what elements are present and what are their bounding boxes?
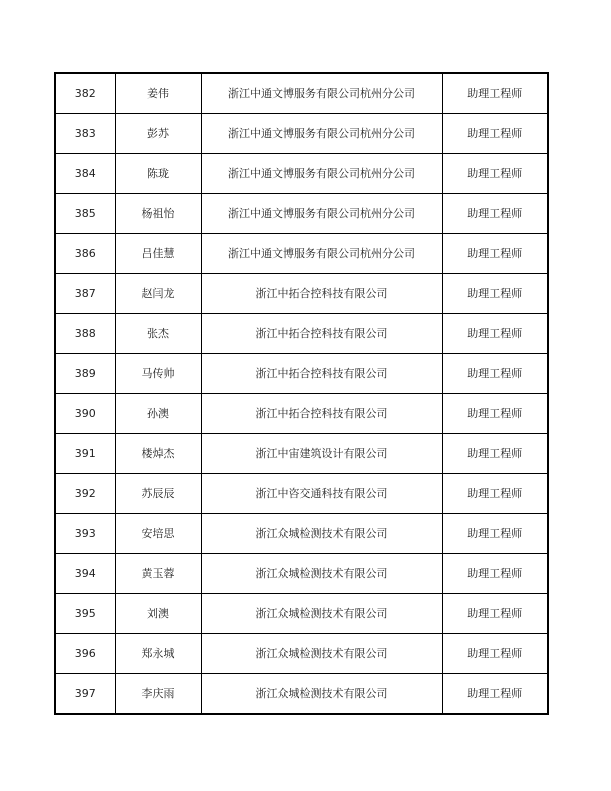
person-name: 吕佳慧 — [115, 234, 201, 274]
professional-title: 助理工程师 — [442, 314, 548, 354]
row-number: 388 — [55, 314, 115, 354]
table-row — [55, 394, 548, 434]
organization-name: 浙江中宙建筑设计有限公司 — [201, 434, 442, 474]
row-number: 384 — [55, 154, 115, 194]
professional-title: 助理工程师 — [442, 594, 548, 634]
table-row — [55, 234, 548, 274]
professional-title: 助理工程师 — [442, 474, 548, 514]
table-row — [55, 474, 548, 514]
organization-name: 浙江中拓合控科技有限公司 — [201, 354, 442, 394]
row-number: 397 — [55, 674, 115, 715]
professional-title: 助理工程师 — [442, 154, 548, 194]
table-row — [55, 314, 548, 354]
row-number: 393 — [55, 514, 115, 554]
person-name: 杨祖怡 — [115, 194, 201, 234]
person-name: 张杰 — [115, 314, 201, 354]
organization-name: 浙江众城检测技术有限公司 — [201, 634, 442, 674]
row-number: 386 — [55, 234, 115, 274]
professional-title: 助理工程师 — [442, 634, 548, 674]
row-number: 385 — [55, 194, 115, 234]
person-name: 安培思 — [115, 514, 201, 554]
organization-name: 浙江中拓合控科技有限公司 — [201, 274, 442, 314]
row-number: 395 — [55, 594, 115, 634]
professional-title: 助理工程师 — [442, 394, 548, 434]
table-row — [55, 354, 548, 394]
organization-name: 浙江中拓合控科技有限公司 — [201, 394, 442, 434]
row-number: 394 — [55, 554, 115, 594]
table-row — [55, 674, 548, 715]
roster-table — [54, 72, 549, 715]
professional-title: 助理工程师 — [442, 434, 548, 474]
organization-name: 浙江众城检测技术有限公司 — [201, 594, 442, 634]
roster-table-body — [55, 73, 548, 714]
person-name: 孙澳 — [115, 394, 201, 434]
professional-title: 助理工程师 — [442, 554, 548, 594]
professional-title: 助理工程师 — [442, 274, 548, 314]
person-name: 刘澳 — [115, 594, 201, 634]
table-row — [55, 73, 548, 114]
organization-name: 浙江众城检测技术有限公司 — [201, 554, 442, 594]
professional-title: 助理工程师 — [442, 354, 548, 394]
person-name: 黄玉蓉 — [115, 554, 201, 594]
professional-title: 助理工程师 — [442, 234, 548, 274]
table-row — [55, 274, 548, 314]
person-name: 李庆雨 — [115, 674, 201, 715]
professional-title: 助理工程师 — [442, 674, 548, 715]
table-row — [55, 154, 548, 194]
person-name: 陈珑 — [115, 154, 201, 194]
table-row — [55, 434, 548, 474]
organization-name: 浙江中拓合控科技有限公司 — [201, 314, 442, 354]
professional-title: 助理工程师 — [442, 73, 548, 114]
row-number: 390 — [55, 394, 115, 434]
organization-name: 浙江中通文博服务有限公司杭州分公司 — [201, 234, 442, 274]
row-number: 387 — [55, 274, 115, 314]
table-row — [55, 634, 548, 674]
person-name: 马传帅 — [115, 354, 201, 394]
row-number: 392 — [55, 474, 115, 514]
table-row — [55, 554, 548, 594]
person-name: 彭苏 — [115, 114, 201, 154]
professional-title: 助理工程师 — [442, 114, 548, 154]
person-name: 姜伟 — [115, 73, 201, 114]
table-row — [55, 594, 548, 634]
person-name: 楼焯杰 — [115, 434, 201, 474]
table-row — [55, 514, 548, 554]
row-number: 383 — [55, 114, 115, 154]
professional-title: 助理工程师 — [442, 514, 548, 554]
organization-name: 浙江众城检测技术有限公司 — [201, 674, 442, 715]
organization-name: 浙江中咨交通科技有限公司 — [201, 474, 442, 514]
person-name: 苏辰辰 — [115, 474, 201, 514]
table-row — [55, 114, 548, 154]
organization-name: 浙江中通文博服务有限公司杭州分公司 — [201, 194, 442, 234]
table-row — [55, 194, 548, 234]
person-name: 郑永城 — [115, 634, 201, 674]
organization-name: 浙江中通文博服务有限公司杭州分公司 — [201, 114, 442, 154]
organization-name: 浙江中通文博服务有限公司杭州分公司 — [201, 154, 442, 194]
row-number: 389 — [55, 354, 115, 394]
organization-name: 浙江中通文博服务有限公司杭州分公司 — [201, 73, 442, 114]
row-number: 396 — [55, 634, 115, 674]
professional-title: 助理工程师 — [442, 194, 548, 234]
row-number: 382 — [55, 73, 115, 114]
row-number: 391 — [55, 434, 115, 474]
person-name: 赵闫龙 — [115, 274, 201, 314]
organization-name: 浙江众城检测技术有限公司 — [201, 514, 442, 554]
